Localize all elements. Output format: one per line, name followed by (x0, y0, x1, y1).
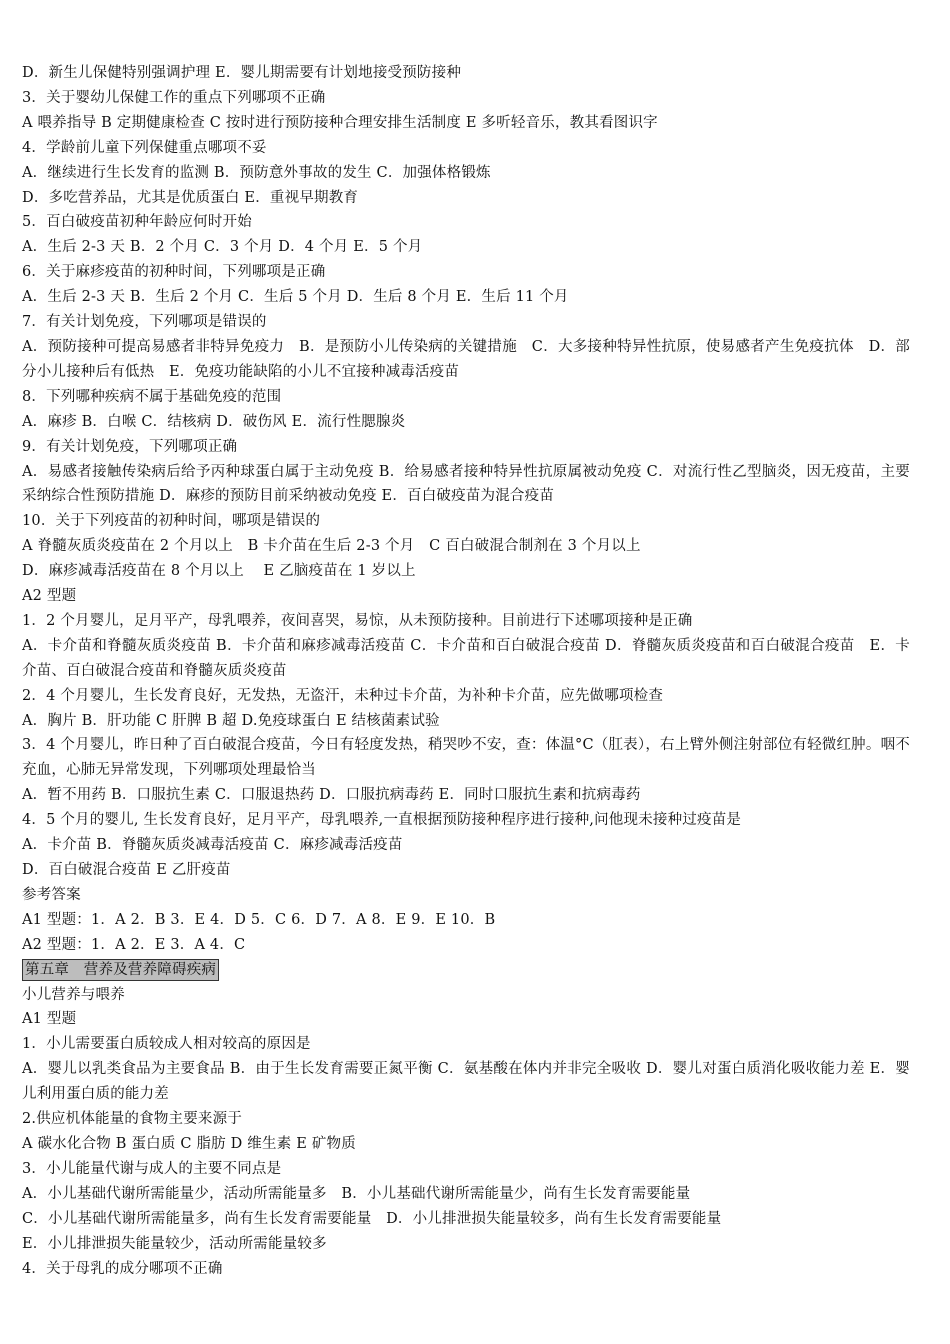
chapter-heading (22, 958, 910, 983)
text-line: A 喂养指导 B 定期健康检查 C 按时进行预防接种合理安排生活制度 E 多听轻音乐，教其看图识字 (22, 114, 658, 131)
text-line: A．卡介苗 B．脊髓灰质炎减毒活疫苗 C．麻疹减毒活疫苗 (22, 837, 403, 854)
text-line: D．多吃营养品，尤其是优质蛋白 E．重视早期教育 (22, 189, 359, 206)
text-line: 6．关于麻疹疫苗的初种时间，下列哪项是正确 (22, 264, 326, 281)
text-line: A 脊髓灰质炎疫苗在 2 个月以上 B 卡介苗在生后 2-3 个月 C 百白破混合制剂在 3 个月以上 (22, 538, 641, 555)
text-line: 2．4 个月婴儿，生长发育良好，无发热，无盗汗，未种过卡介苗，为补种卡介苗，应先做哪项检查 (22, 687, 664, 704)
text-line: 2.供应机体能量的食物主要来源于 (22, 1111, 243, 1128)
chapter-heading-label: 第五章 营养及营养障碍疾病 (22, 959, 219, 981)
text-line: 8．下列哪种疾病不属于基础免疫的范围 (22, 388, 282, 405)
text-line: A．生后 2-3 天 B．生后 2 个月 C．生后 5 个月 D．生后 8 个月 E．生后 11 个月 (22, 289, 569, 306)
text-line: A．生后 2-3 天 B．2 个月 C．3 个月 D．4 个月 E．5 个月 (22, 239, 423, 256)
text-line: 1．小儿需要蛋白质较成人相对较高的原因是 (22, 1036, 311, 1053)
text-line: A．易感者接触传染病后给予丙种球蛋白属于主动免疫 B．给易感者接种特异性抗原属被动免疫 C．对流行性乙型脑炎，因无疫苗，主要采纳综合性预防措施 D．麻疹的预防目前采纳被动免疫 E．百白破疫苗为混合疫苗 (22, 463, 910, 505)
text-line: A．小儿基础代谢所需能量少，活动所需能量多 B．小儿基础代谢所需能量少，尚有生长发育需要能量 (22, 1185, 691, 1202)
text-line: 4．关于母乳的成分哪项不正确 (22, 1260, 223, 1277)
text-line: 7．有关计划免疫，下列哪项是错误的 (22, 314, 267, 331)
text-line: A．胸片 B．肝功能 C 肝脾 B 超 D.免疫球蛋白 E 结核菌素试验 (22, 712, 440, 729)
text-line: A1 型题：1．A 2．B 3．E 4．D 5．C 6．D 7．A 8．E 9．E 10．B (22, 911, 496, 928)
text-line: A 碳水化合物 B 蛋白质 C 脂肪 D 维生素 E 矿物质 (22, 1135, 356, 1152)
text-line: 4．5 个月的婴儿, 生长发育良好，足月平产，母乳喂养,一直根据预防接种程序进行接种,问他现未接种过疫苗是 (22, 812, 742, 829)
text-line: 4．学龄前儿童下列保健重点哪项不妥 (22, 139, 267, 156)
text-line: A．卡介苗和脊髓灰质炎疫苗 B．卡介苗和麻疹减毒活疫苗 C．卡介苗和百白破混合疫苗 D．脊髓灰质炎疫苗和百白破混合疫苗 E．卡介苗、百白破混合疫苗和脊髓灰质炎疫苗 (22, 637, 910, 679)
text-line: D．百白破混合疫苗 E 乙肝疫苗 (22, 862, 231, 878)
text-line: 小儿营养与喂养 (22, 986, 125, 1003)
text-line: A．继续进行生长发育的监测 B．预防意外事故的发生 C．加强体格锻炼 (22, 164, 491, 181)
text-line: C．小儿基础代谢所需能量多，尚有生长发育需要能量 D．小儿排泄损失能量较多，尚有生长发育需要能量 (22, 1210, 722, 1227)
text-line: D．麻疹减毒活疫苗在 8 个月以上 E 乙脑疫苗在 1 岁以上 (22, 563, 416, 580)
text-line: 1．2 个月婴儿，足月平产，母乳喂养，夜间喜哭，易惊，从未预防接种。目前进行下述哪项接种是正确 (22, 612, 693, 629)
text-line: A1 型题 (22, 1011, 77, 1028)
text-line: A．暂不用药 B．口服抗生素 C．口服退热药 D．口服抗病毒药 E．同时口服抗生素和抗病毒药 (22, 787, 641, 804)
text-line: 参考答案 (22, 886, 81, 903)
text-line: 3．关于婴幼儿保健工作的重点下列哪项不正确 (22, 89, 326, 106)
text-line: E．小儿排泄损失能量较少，活动所需能量较多 (22, 1235, 327, 1252)
text-line: A．婴儿以乳类食品为主要食品 B．由于生长发育需要正氮平衡 C．氨基酸在体内并非完全吸收 D．婴儿对蛋白质消化吸收能力差 E．婴儿利用蛋白质的能力差 (22, 1061, 910, 1103)
text-line: A．预防接种可提高易感者非特异免疫力 B．是预防小儿传染病的关键措施 C．大多接种特异性抗原，使易感者产生免疫抗体 D．部分小儿接种后有低热 E．免疫功能缺陷的小儿不宜接种减毒活疫苗 (22, 338, 910, 380)
text-line: A．麻疹 B．白喉 C．结核病 D．破伤风 E．流行性腮腺炎 (22, 413, 406, 430)
text-line: 10．关于下列疫苗的初种时间，哪项是错误的 (22, 513, 321, 530)
document-body (22, 61, 910, 1281)
text-line: 9．有关计划免疫，下列哪项正确 (22, 438, 238, 455)
text-line: A2 型题：1．A 2．E 3．A 4．C (22, 936, 246, 953)
text-line: A2 型题 (22, 588, 77, 605)
text-line: 3．小儿能量代谢与成人的主要不同点是 (22, 1160, 282, 1177)
text-line: 5．百白破疫苗初种年龄应何时开始 (22, 214, 252, 231)
text-line: 3．4 个月婴儿，昨日种了百白破混合疫苗，今日有轻度发热，稍哭吵不安，查：体温°C（肛表），右上臂外侧注射部位有轻微红肿。咽不充血，心肺无异常发现，下列哪项处理最恰当 (22, 737, 910, 779)
text-line: D．新生儿保健特别强调护理 E．婴儿期需要有计划地接受预防接种 (22, 65, 462, 81)
